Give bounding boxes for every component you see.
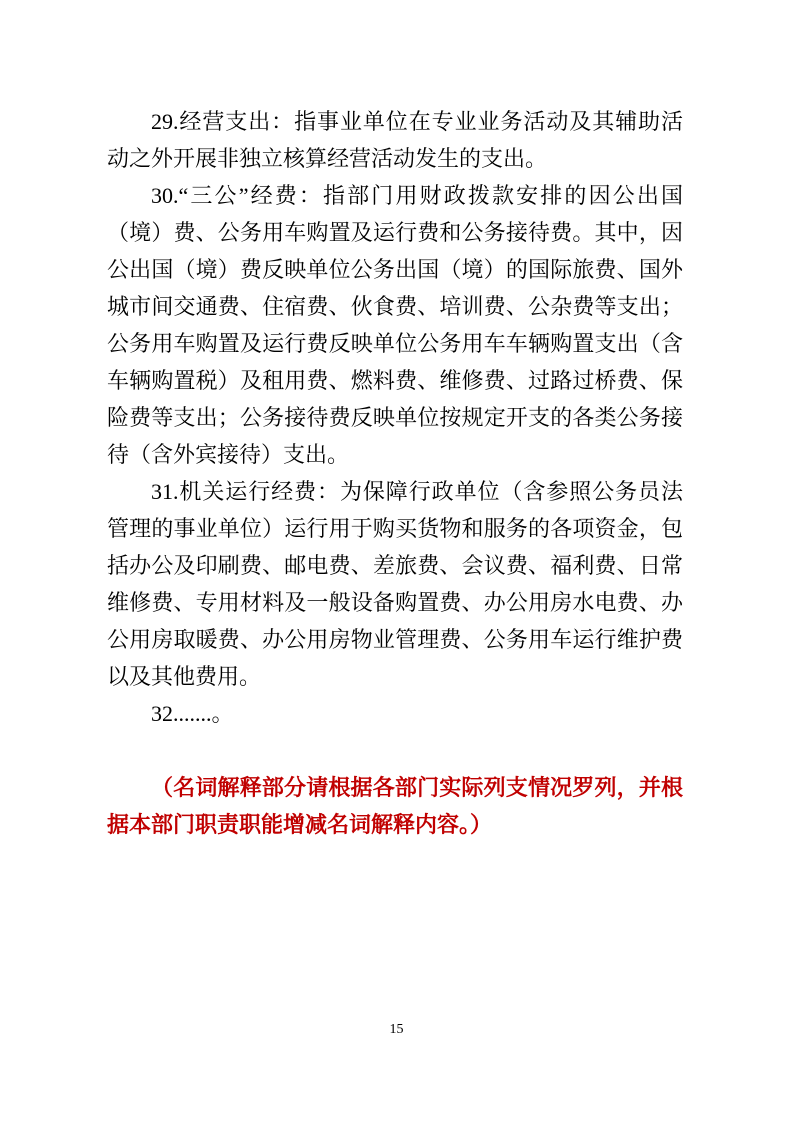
paragraph-item-29: 29.经营支出：指事业单位在专业业务活动及其辅助活动之外开展非独立核算经营活动发生的支出。 (107, 109, 683, 171)
document-body (107, 103, 683, 843)
paragraph-item-30: 30.“三公”经费：指部门用财政拨款安排的因公出国（境）费、公务用车购置及运行费和公务接待费。其中，因公出国（境）费反映单位公务出国（境）的国际旅费、国外城市间交通费、住宿费、伙食费、培训费、公杂费等支出；公务用车购置及运行费反映单位公务用车车辆购置支出（含车辆购置税）及租用费、燃料费、维修费、过路过桥费、保险费等支出；公务接待费反映单位按规定开支的各类公务接待（含外宾接待）支出。 (107, 183, 683, 467)
paragraph-item-31: 31.机关运行经费：为保障行政单位（含参照公务员法管理的事业单位）运行用于购买货物和服务的各项资金，包括办公及印刷费、邮电费、差旅费、会议费、福利费、日常维修费、专用材料及一般设备购置费、办公用房水电费、办公用房取暖费、办公用房物业管理费、公务用车运行维护费以及其他费用。 (107, 479, 683, 689)
paragraph-item-32: 32.......。 (151, 701, 234, 726)
editor-note: （名词解释部分请根据各部门实际列支情况罗列，并根据本部门职责职能增减名词解释内容。） (107, 775, 683, 837)
page-footer (0, 1020, 793, 1038)
page-number: 15 (389, 1022, 404, 1037)
